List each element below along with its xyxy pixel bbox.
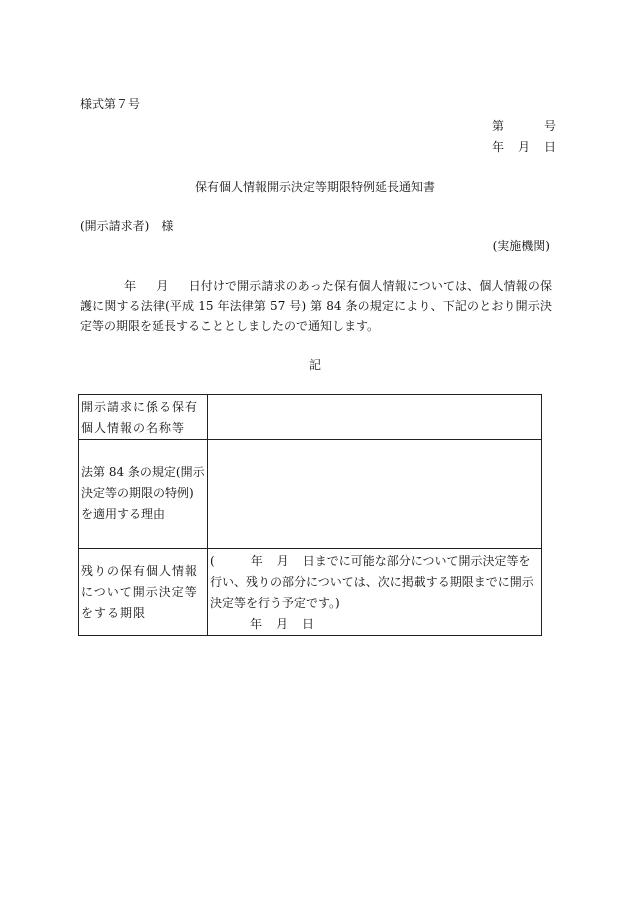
deadline-month: 月 <box>276 617 289 631</box>
requester-line <box>80 217 173 235</box>
form-number: 様式第７号 <box>80 97 141 111</box>
deadline-value <box>208 549 542 636</box>
date-month-label: 月 <box>518 140 531 154</box>
reason-label: 法第 84 条の規定(開示決定等の期限の特例) を適用する理由 <box>79 440 208 549</box>
deadline-partial-year: 年 <box>250 554 263 568</box>
deadline-label: 残りの保有個人情報について開示決定等をする期限 <box>79 549 208 636</box>
notice-body <box>80 276 552 336</box>
document-number-line <box>492 117 556 135</box>
document-title: 保有個人情報開示決定等期限特例延長通知書 <box>194 180 435 194</box>
deadline-day: 日 <box>302 617 315 631</box>
table-row <box>79 395 542 440</box>
ki-heading: 記 <box>308 358 321 372</box>
detail-table <box>78 394 542 636</box>
deadline-explanation: 日までに可能な部分について開示決定等を行い、残りの部分については、次に掲載する期限までに開示決定等を行う予定です。) <box>210 554 534 610</box>
info-name-label: 開示請求に係る保有個人情報の名称等 <box>79 395 208 440</box>
honorific-label: 様 <box>161 219 174 233</box>
body-month-label: 月 <box>156 279 169 293</box>
table-row <box>79 440 542 549</box>
body-year-label: 年 <box>124 279 137 293</box>
body-text: 日付けで開示請求のあった保有個人情報については、個人情報の保護に関する法律(平成 15 年法律第 57 号) 第 84 条の規定により、下記のとおり開示決定等の期限を延長することとしましたので通知します。 <box>80 279 552 333</box>
table-row <box>79 549 542 636</box>
deadline-year: 年 <box>250 617 263 631</box>
number-label-go: 号 <box>544 119 557 133</box>
requester-label: (開示請求者) <box>80 219 150 233</box>
reason-value <box>208 440 542 549</box>
date-year-label: 年 <box>492 140 505 154</box>
document-date-line <box>492 138 556 156</box>
agency-label: (実施機関) <box>492 239 550 253</box>
deadline-partial-month: 月 <box>276 554 289 568</box>
deadline-open-paren: ( <box>210 554 215 568</box>
date-day-label: 日 <box>544 140 557 154</box>
number-label-dai: 第 <box>492 119 505 133</box>
deadline-date-line <box>210 614 540 635</box>
info-name-value <box>208 395 542 440</box>
